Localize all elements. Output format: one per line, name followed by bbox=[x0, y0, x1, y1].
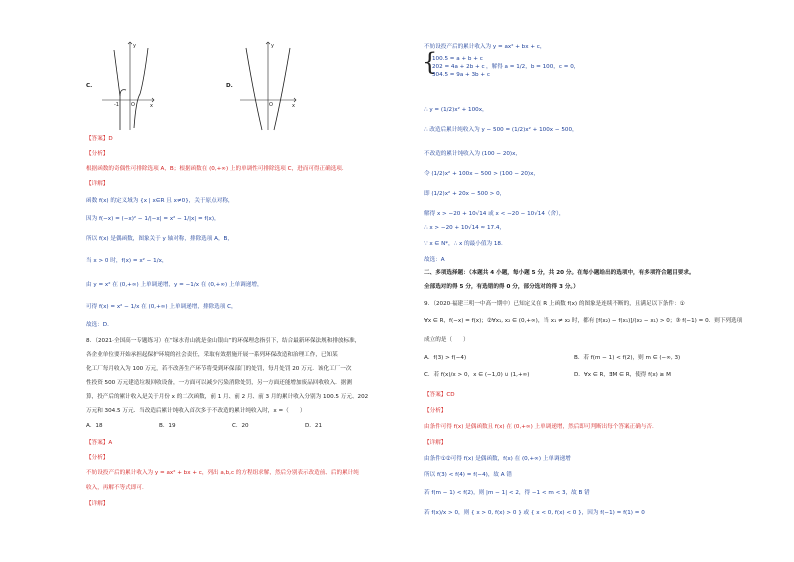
option-c-label: C. bbox=[86, 83, 93, 89]
q9-stem-line-2: ∀x ∈ R，f(−x) = f(x)；②∀x₁, x₂ ∈ (0,+∞)，当 x₁ ≠ x₂ 时，都有 [f(x₂) − f(x₁)]/(x₂ − x₁) > 0；③ f(−1) = 0．则下列选项 bbox=[424, 318, 743, 324]
q8-conclusion: 故选：A bbox=[424, 257, 445, 263]
q7-line-3: 所以 f(x) 是偶函数，图象关于 y 轴对称，排除选项 A，B， bbox=[86, 236, 233, 242]
q9-detail-line-3: 若 f(m − 1) < f(2)，则 |m − 1| < 2，得 −1 < m < 3，故 B 错 bbox=[424, 490, 590, 496]
q8-solution-line-5: 令 (1/2)x² + 100x − 500 > (100 − 20)x， bbox=[424, 171, 539, 177]
graph-option-d bbox=[238, 40, 298, 132]
q8-stem-line-1: 8．（2021·全国高一专题练习）在“绿水青山就是金山银山”的环保理念指引下，结合最新环保法规和排放标准， bbox=[86, 338, 361, 344]
option-d-label: D. bbox=[226, 83, 233, 89]
q8-analysis-line-1: 不妨设投产后的累计收入为 y = ax² + bx + c，列出 a,b,c 的方程组求解，然后分别表示改造前、后的累计纯 bbox=[86, 470, 359, 476]
q9-analysis-text: 由条件可得 f(x) 是偶函数且 f(x) 在 (0,+∞) 上单调递增，然后即可判断出每个答案正确与否. bbox=[424, 424, 654, 430]
q9-detail-heading: 【详解】 bbox=[424, 440, 447, 446]
system-equation-1: 100.5 = a + b + c bbox=[432, 56, 483, 62]
section-2-heading-line-2: 全部选对的得 5 分，有选错的得 0 分，部分选对的得 3 分。） bbox=[424, 284, 579, 290]
q9-option-a: A．f(3) > f(−4) bbox=[424, 355, 467, 361]
q8-option-b: B．19 bbox=[159, 423, 176, 429]
q7-conclusion: 故选：D. bbox=[86, 322, 109, 328]
q8-stem-line-3: 化工厂每月收入为 100 万元，若不改善生产环节将受到环保部门的处罚，每月处罚 20 万元．该化工厂一次 bbox=[86, 366, 352, 372]
q9-option-b: B．若 f(m − 1) < f(2)，则 m ∈ (−∞, 3) bbox=[574, 355, 681, 361]
graph-c-x-label: x bbox=[150, 103, 153, 109]
q7-line-6: 可得 f(x) = x² − 1/x 在 (0,+∞) 上单调递增，排除选项 C， bbox=[86, 304, 237, 310]
q7-analysis-heading: 【分析】 bbox=[86, 151, 109, 157]
graph-d-y-label: y bbox=[271, 43, 274, 49]
graph-c-mark: -1 bbox=[114, 102, 119, 108]
q8-analysis-line-2: 收入，再解不等式即可. bbox=[86, 485, 144, 491]
q7-analysis-text: 根据函数的奇偶性可排除选项 A，B；根据函数在 (0,+∞) 上的单调性可排除选项 C，进而可得正确选项. bbox=[86, 166, 344, 172]
q8-solution-line-8: ∴ x > −20 + 10√14 ≈ 17.4， bbox=[424, 225, 506, 231]
system-equation-3: 304.5 = 9a + 3b + c bbox=[432, 72, 490, 78]
q8-solution-line-6: 即 (1/2)x² + 20x − 500 > 0， bbox=[424, 191, 506, 197]
q9-option-c: C．若 f(x)/x > 0，x ∈ (−1,0) ∪ (1,+∞) bbox=[424, 372, 530, 378]
q8-solution-line-2: ∴ y = (1/2)x² + 100x， bbox=[424, 107, 488, 113]
graph-c-origin: O bbox=[131, 102, 135, 108]
graph-option-c bbox=[100, 40, 156, 132]
q7-line-4: 当 x > 0 时，f(x) = x² − 1/x， bbox=[86, 258, 168, 264]
q8-solution-line-7: 解得 x > −20 + 10√14 或 x < −20 − 10√14（舍）， bbox=[424, 211, 565, 217]
q7-detail-heading: 【详解】 bbox=[86, 181, 109, 187]
q9-stem-line-3: 成立的是（ ） bbox=[424, 337, 469, 343]
q9-analysis-heading: 【分析】 bbox=[424, 408, 447, 414]
q8-answer: 【答案】A bbox=[86, 440, 113, 446]
section-2-heading-line-1: 二、多项选择题：（本题共 4 小题，每小题 5 分，共 20 分。在每小题给出的选项中，有多项符合题目要求。 bbox=[424, 270, 695, 276]
q7-line-1: 函数 f(x) 的定义域为 {x | x∈R 且 x≠0}，关于原点对称， bbox=[86, 198, 234, 204]
q8-stem-line-6: 万元和 304.5 万元．当改造后累计纯收入首次多于不改造的累计纯收入时，x =（ ） bbox=[86, 408, 306, 414]
q8-stem-line-2: 各企业单位要开始承担起保护环境的社会责任，采取有效措施开展一系列环保改造和治理工作，已知某 bbox=[86, 352, 338, 358]
q9-option-d: D．∀x ∈ R，∃M ∈ R，使得 f(x) ≥ M bbox=[574, 372, 671, 378]
q9-answer: 【答案】CD bbox=[424, 392, 455, 398]
system-solution: ，解得 a = 1/2，b = 100，c = 0， bbox=[486, 64, 580, 70]
q8-stem-line-5: 算，投产后的累计收入是关于月份 x 的二次函数，前 1 月、前 2 月、前 3 月的累计收入分别为 100.5 万元、202 bbox=[86, 394, 369, 400]
q8-option-d: D．21 bbox=[305, 423, 323, 429]
q8-option-a: A．18 bbox=[86, 423, 103, 429]
q9-detail-line-4: 若 f(x)/x > 0，则 { x > 0, f(x) > 0 } 或 { x < 0, f(x) < 0 }，因为 f(−1) = f(1) = 0 bbox=[424, 510, 645, 516]
q8-solution-line-4: 不改造的累计纯收入为 (100 − 20)x， bbox=[424, 151, 522, 157]
q7-line-2: 因为 f(−x) = (−x)² − 1/|−x| = x² − 1/|x| = f(x)， bbox=[86, 216, 220, 222]
system-brace: { bbox=[422, 48, 438, 76]
graph-c-y-label: y bbox=[133, 43, 136, 49]
q9-stem-line-1: 9．（2020·福建三明一中高一期中）已知定义在 R 上函数 f(x) 的图象是连续不断的，且满足以下条件：① bbox=[424, 301, 685, 307]
q8-detail-heading: 【详解】 bbox=[86, 501, 109, 507]
q8-solution-line-9: ∵ x ∈ N*，∴ x 的最小值为 18. bbox=[424, 241, 503, 247]
graph-d-x-label: x bbox=[292, 103, 295, 109]
q8-stem-line-4: 性投资 500 万元建造垃圾回收设备，一方面可以减少污染消除处罚，另一方面还能增加废品回收收入．据测 bbox=[86, 380, 352, 386]
q7-answer: 【答案】D bbox=[86, 136, 113, 142]
system-equation-2: 202 = 4a + 2b + c bbox=[432, 64, 485, 70]
q9-detail-line-2: 所以 f(3) < f(4) = f(−4)，故 A 错 bbox=[424, 472, 512, 478]
q8-option-c: C．20 bbox=[232, 423, 249, 429]
q9-detail-line-1: 由条件①②可得 f(x) 是偶函数，f(x) 在 (0,+∞) 上单调递增 bbox=[424, 456, 571, 462]
graph-d-origin: O bbox=[269, 102, 273, 108]
q8-analysis-heading: 【分析】 bbox=[86, 455, 109, 461]
q7-line-5: 由 y = x² 在 (0,+∞) 上单调递增，y = −1/x 在 (0,+∞) 上单调递增， bbox=[86, 282, 263, 288]
q8-solution-line-1: 不妨设投产后的累计收入为 y = ax² + bx + c， bbox=[424, 44, 546, 50]
q8-solution-line-3: ∴ 改造后累计纯收入为 y − 500 = (1/2)x² + 100x − 500， bbox=[424, 127, 578, 133]
